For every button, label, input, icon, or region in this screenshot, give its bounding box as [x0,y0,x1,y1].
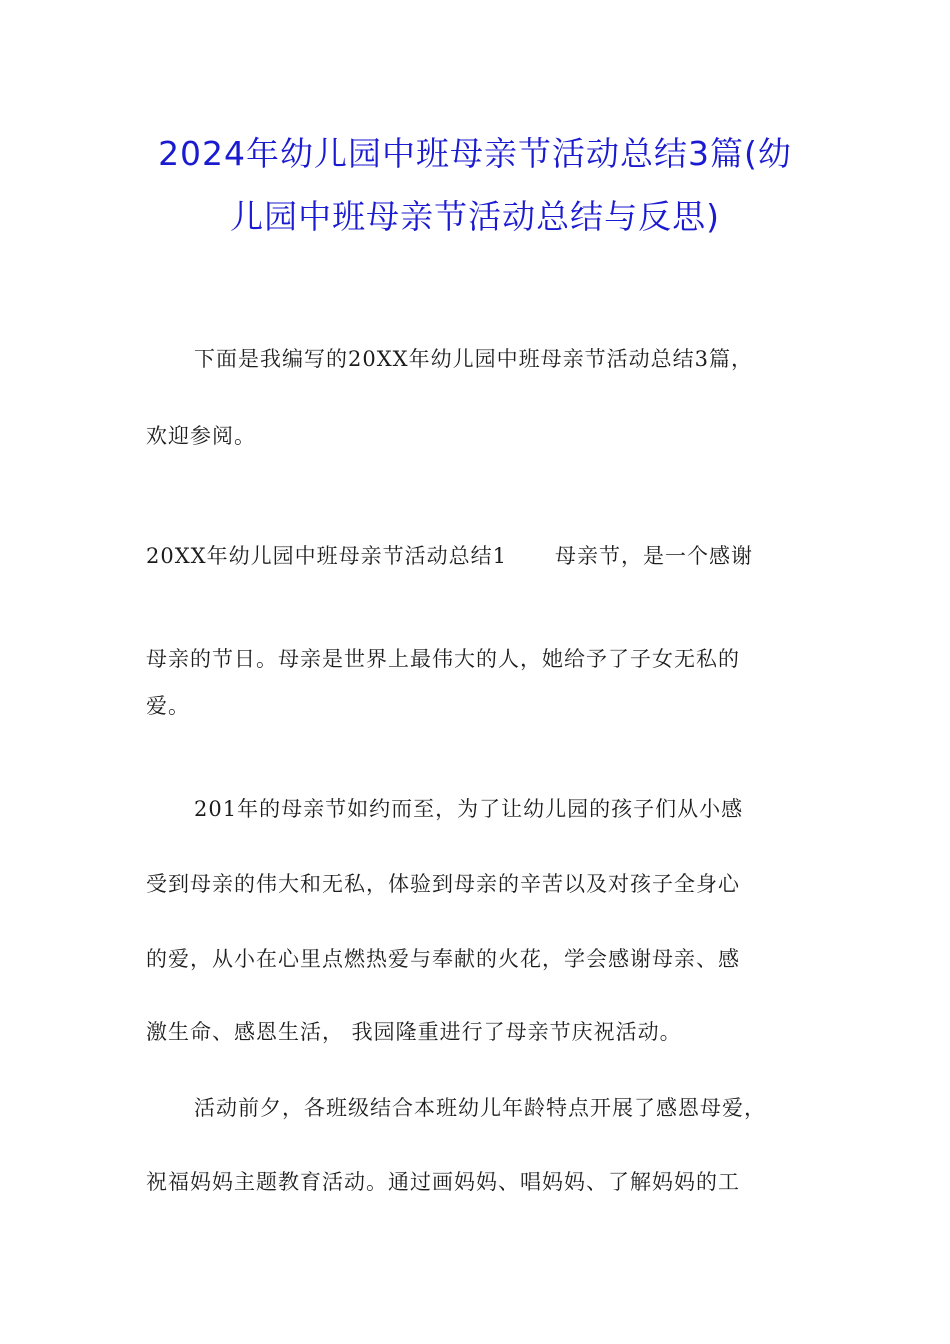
section1-line-2: 母亲的节日。母亲是世界上最伟大的人，她给予了子女无私的 [146,647,740,671]
section1-line-3: 爱。 [146,694,190,718]
para2-line-4: 激生命、感恩生活， 我园隆重进行了母亲节庆祝活动。 [146,1020,682,1044]
section1-heading: 20XX年幼儿园中班母亲节活动总结1 [146,544,507,568]
title-line-1: 2024年幼儿园中班母亲节活动总结3篇(幼 [158,134,792,173]
para3-line-2: 祝福妈妈主题教育活动。通过画妈妈、唱妈妈、了解妈妈的工 [146,1170,740,1194]
para2-line-1: 201年的母亲节如约而至，为了让幼儿园的孩子们从小感 [194,797,744,821]
document-title [130,122,820,248]
title-line-2: 儿园中班母亲节活动总结与反思) [230,197,720,236]
intro-line-1: 下面是我编写的20XX年幼儿园中班母亲节活动总结3篇， [194,347,753,371]
para3-line-1: 活动前夕，各班级结合本班幼儿年龄特点开展了感恩母爱， [194,1096,766,1120]
intro-line-2: 欢迎参阅。 [146,424,256,448]
para2-line-3: 的爱，从小在心里点燃热爱与奉献的火花，学会感谢母亲、感 [146,947,740,971]
para2-line-2: 受到母亲的伟大和无私，体验到母亲的辛苦以及对孩子全身心 [146,872,740,896]
section1-line1-rest: 母亲节，是一个感谢 [554,544,753,568]
section1-first-line [146,542,753,570]
